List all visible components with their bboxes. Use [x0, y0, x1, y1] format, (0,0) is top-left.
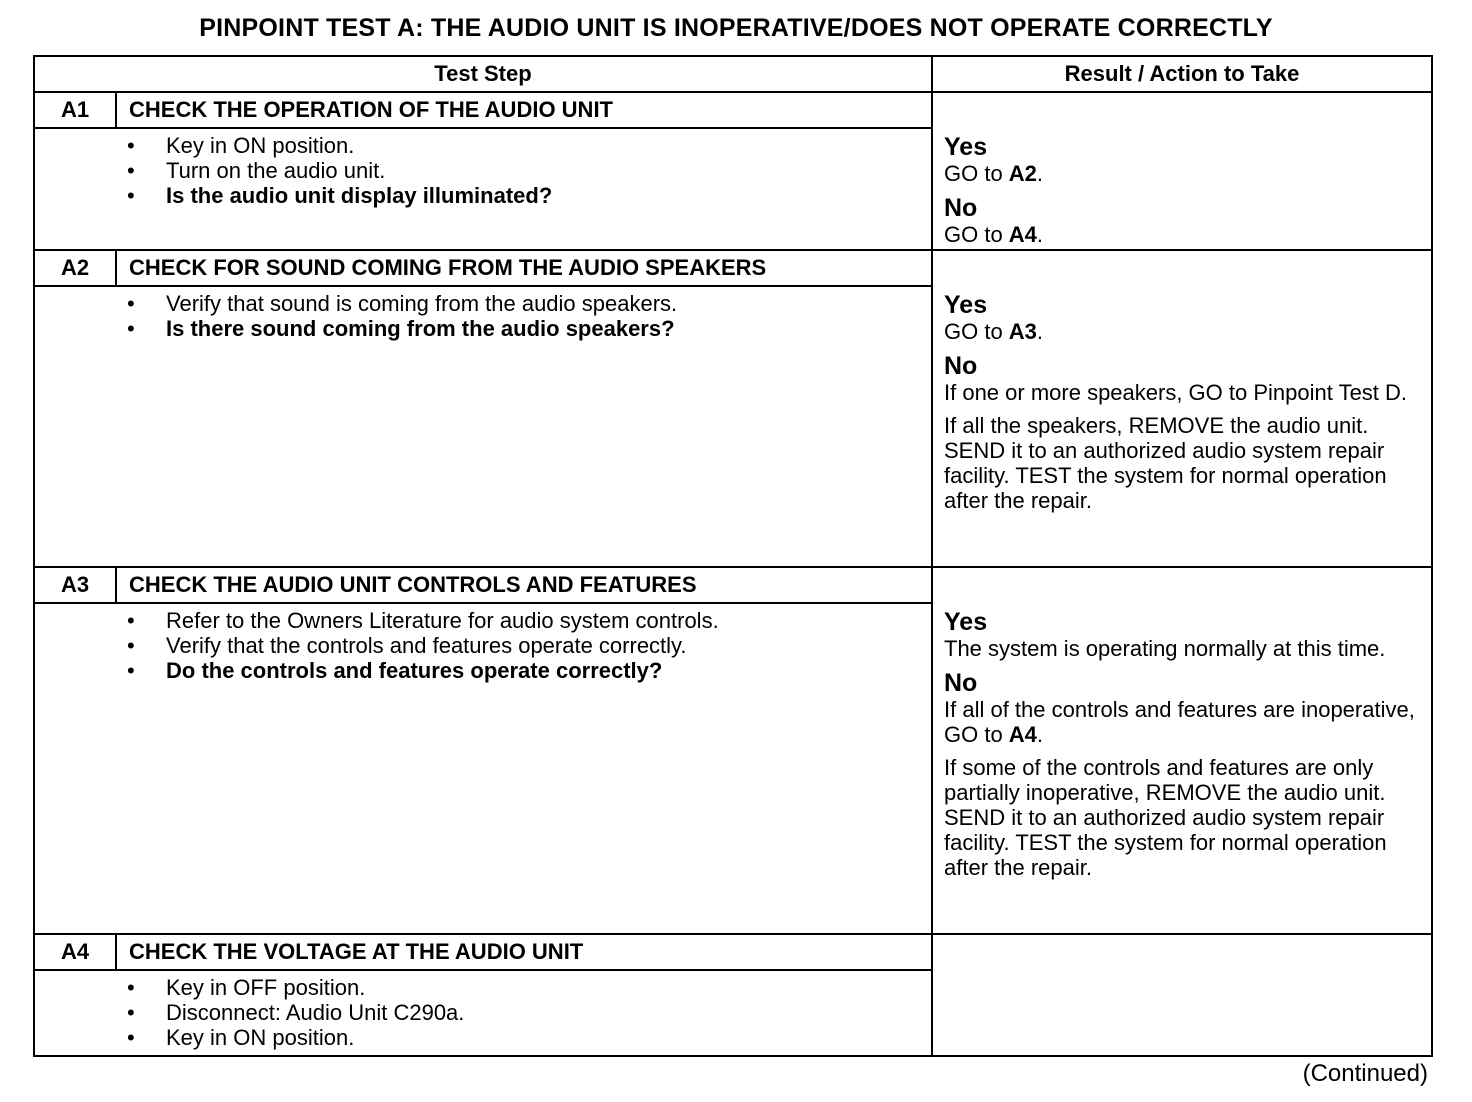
bullet-icon: • — [127, 291, 135, 316]
page-title: PINPOINT TEST A: THE AUDIO UNIT IS INOPERATIVE/DOES NOT OPERATE CORRECTLY — [199, 14, 1273, 42]
no-action: GO to A4. — [944, 222, 1044, 247]
bullet-icon: • — [127, 658, 135, 683]
bullet-icon: • — [127, 1025, 135, 1050]
list-item: • Key in ON position. — [127, 133, 355, 158]
result-cell — [933, 93, 1431, 249]
result-cell — [933, 568, 1431, 933]
list-item: • Refer to the Owners Literature for audio system controls. — [127, 608, 719, 633]
step-code: A2 — [35, 251, 117, 285]
no-action-1: If all of the controls and features are inoperative, GO to A4. — [944, 697, 1415, 747]
no-action-2: If all the speakers, REMOVE the audio unit. SEND it to an authorized audio system repair facility. TEST the system for normal operation after the repair. — [944, 413, 1387, 513]
list-item: • Verify that the controls and features operate correctly. — [127, 633, 687, 658]
no-label: No — [944, 669, 978, 697]
list-item: • Turn on the audio unit. — [127, 158, 386, 183]
result-cell — [933, 935, 1431, 1055]
pinpoint-test-table — [33, 55, 1433, 1057]
yes-label: Yes — [944, 291, 988, 319]
yes-action: GO to A3. — [944, 319, 1044, 344]
list-item: • Key in OFF position. — [127, 975, 366, 1000]
yes-action: GO to A2. — [944, 161, 1044, 186]
yes-action: The system is operating normally at this time. — [944, 636, 1386, 661]
step-a1 — [35, 93, 1431, 251]
table-header — [35, 57, 1431, 93]
bullet-icon: • — [127, 158, 135, 183]
step-title: CHECK THE OPERATION OF THE AUDIO UNIT — [129, 97, 613, 122]
continued-note: (Continued) — [1302, 1060, 1428, 1087]
bullet-icon: • — [127, 975, 135, 1000]
list-item: • Verify that sound is coming from the audio speakers. — [127, 291, 678, 316]
bullet-icon: • — [127, 183, 135, 208]
step-a4 — [35, 935, 1431, 1055]
step-title: CHECK THE VOLTAGE AT THE AUDIO UNIT — [129, 939, 584, 964]
bullet-icon: • — [127, 608, 135, 633]
no-action-1: If one or more speakers, GO to Pinpoint Test D. — [944, 380, 1408, 405]
bullet-icon: • — [127, 316, 135, 341]
step-title: CHECK THE AUDIO UNIT CONTROLS AND FEATURES — [129, 572, 697, 597]
no-label: No — [944, 352, 978, 380]
list-item: • Disconnect: Audio Unit C290a. — [127, 1000, 465, 1025]
step-title: CHECK FOR SOUND COMING FROM THE AUDIO SPEAKERS — [129, 255, 767, 280]
step-code: A1 — [35, 93, 117, 127]
result-cell — [933, 251, 1431, 566]
bullet-icon: • — [127, 133, 135, 158]
bullet-icon: • — [127, 633, 135, 658]
step-code: A4 — [35, 935, 117, 969]
bullet-icon: • — [127, 1000, 135, 1025]
header-test-step: Test Step — [35, 57, 933, 91]
list-item: • Is there sound coming from the audio speakers? — [127, 316, 675, 341]
header-result-action: Result / Action to Take — [1064, 61, 1300, 86]
yes-label: Yes — [944, 608, 988, 636]
list-item: • Is the audio unit display illuminated? — [127, 183, 553, 208]
step-code: A3 — [35, 568, 117, 602]
yes-label: Yes — [944, 133, 988, 161]
step-a2 — [35, 251, 1431, 568]
no-label: No — [944, 194, 978, 222]
list-item: • Key in ON position. — [127, 1025, 355, 1050]
no-action-2: If some of the controls and features are only partially inoperative, REMOVE the audio unit. SEND it to an authorized audio system repair facility. TEST the system for normal operation after the repair. — [944, 755, 1387, 880]
step-a3 — [35, 568, 1431, 935]
list-item: • Do the controls and features operate correctly? — [127, 658, 663, 683]
